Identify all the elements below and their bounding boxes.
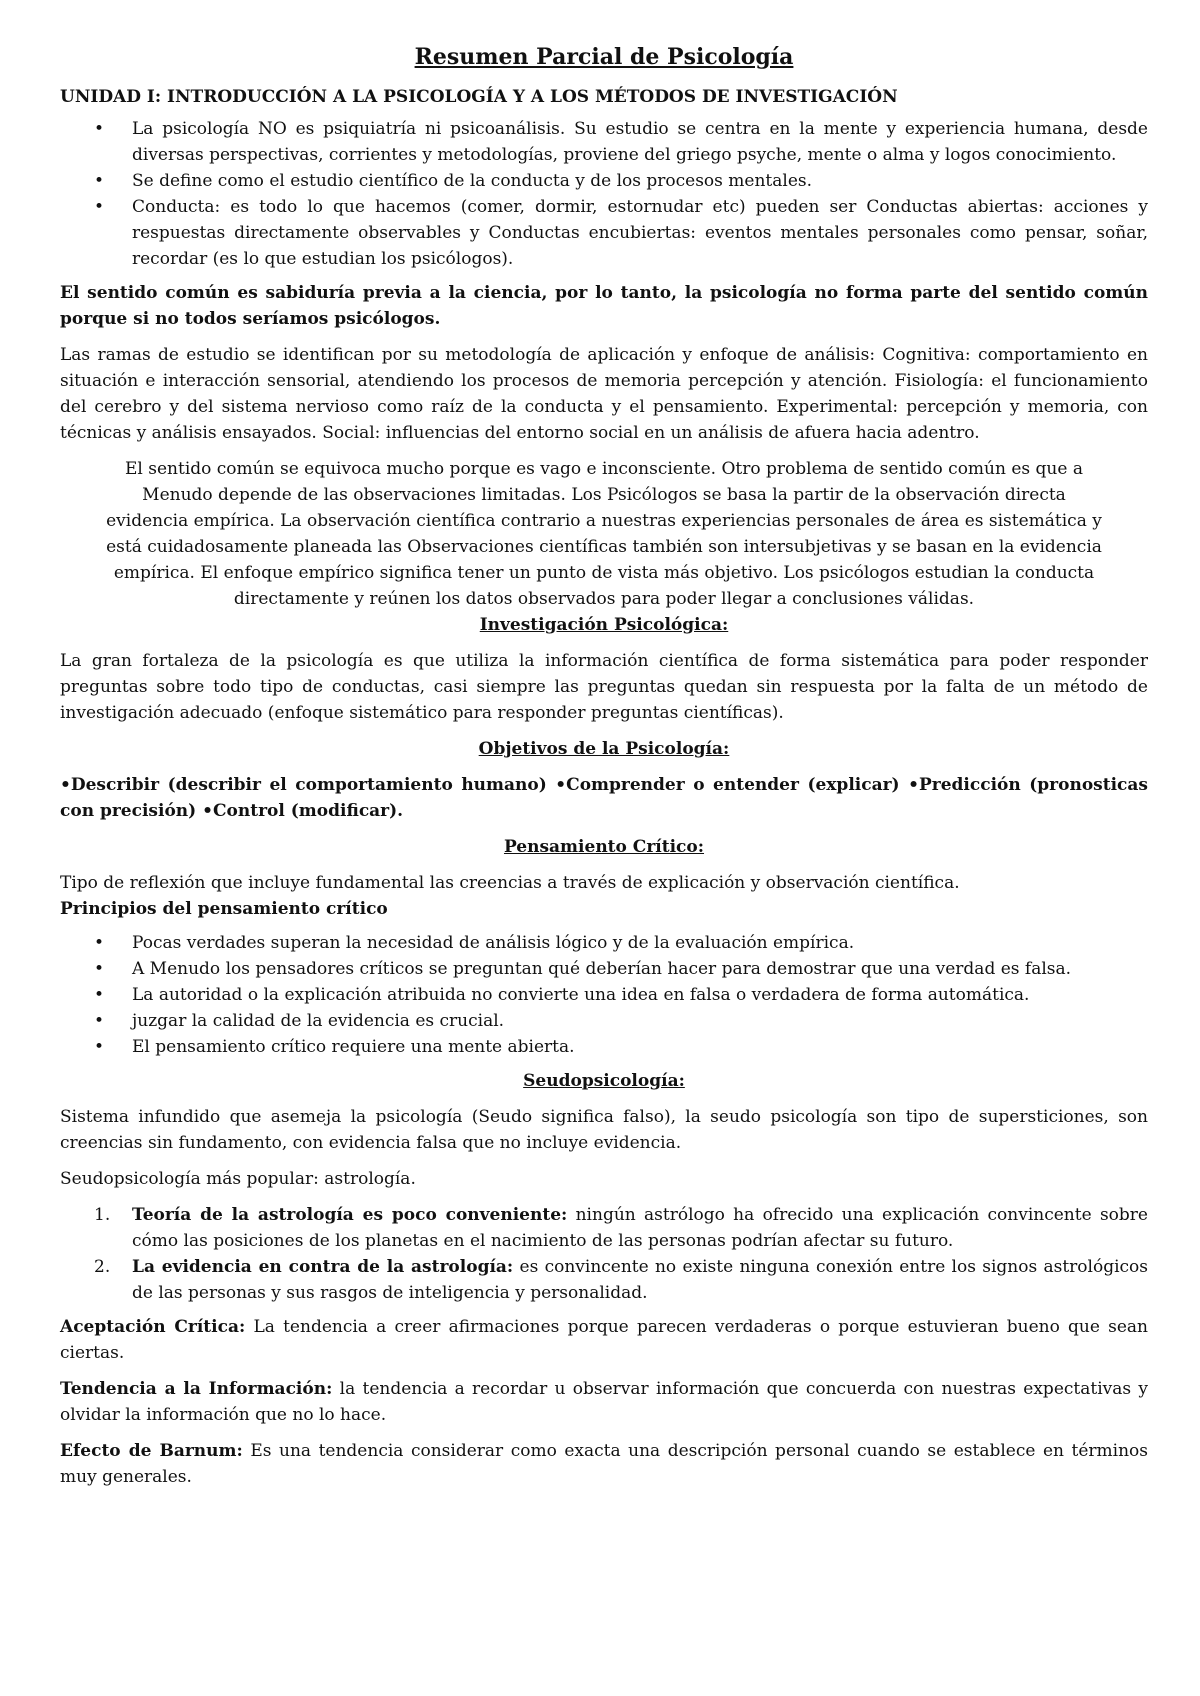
term-text: La tendencia a creer afirmaciones porque parecen verdaderas o porque estuvieran bueno que sean ciertas. (60, 1317, 1149, 1363)
term-lead: Tendencia a la Información: (60, 1379, 333, 1399)
list-item: • A Menudo los pensadores críticos se preguntan qué deberían hacer para demostrar que una verdad es falsa. (132, 956, 1148, 982)
list-item: • La autoridad o la explicación atribuida no convierte una idea en falsa o verdadera de forma automática. (132, 982, 1148, 1008)
investigacion-heading: Investigación Psicológica: (479, 615, 729, 635)
objetivos-paragraph: •Describir (describir el comportamiento humano) •Comprender o entender (explicar) •Predicción (pronosticas con precisión) •Control (modificar). (60, 775, 1148, 821)
list-item: • Se define como el estudio científico de la conducta y de los procesos mentales. (132, 168, 1148, 194)
efecto-barnum-paragraph (60, 1438, 1148, 1490)
objetivos-heading: Objetivos de la Psicología: (478, 739, 730, 759)
term-lead: Efecto de Barnum: (60, 1441, 243, 1461)
list-item: • El pensamiento crítico requiere una mente abierta. (132, 1034, 1148, 1060)
centered-line: El sentido común se equivoca mucho porque es vago e inconsciente. Otro problema de sentido común es que a (125, 459, 1083, 479)
document-title: Resumen Parcial de Psicología (414, 44, 794, 70)
tendencia-informacion-paragraph (60, 1376, 1148, 1428)
centered-line: evidencia empírica. La observación científica contrario a nuestras experiencias personales de área es sistemática y (106, 511, 1102, 531)
principios-title: Principios del pensamiento crítico (60, 899, 388, 919)
investigacion-paragraph: La gran fortaleza de la psicología es que utiliza la información científica de forma sistemática para poder responder preguntas sobre todo tipo de conductas, casi siempre las preguntas quedan sin respuesta por la falta de un método de investigación adecuado (enfoque sistemático para responder preguntas científicas). (60, 651, 1148, 723)
centered-line: empírica. El enfoque empírico significa tener un punto de vista más objetivo. Los psicólogos estudian la conducta (113, 563, 1095, 583)
list-item (94, 1254, 1148, 1306)
list-item: • juzgar la calidad de la evidencia es crucial. (132, 1008, 1148, 1034)
intro-bullet-list (60, 116, 1148, 272)
ramas-paragraph: Las ramas de estudio se identifican por su metodología de aplicación y enfoque de análisis: Cognitiva: comportamiento en situación e interacción sensorial, atendiendo los procesos de memoria percepción y atención. Fisiología: el funcionamiento del cerebro y del sistema nervioso como raíz de la conducta y el pensamiento. Experimental: percepción y memoria, con técnicas y análisis ensayados. Social: influencias del entorno social en un análisis de afuera hacia adentro. (60, 345, 1148, 443)
principios-bullet-list (60, 930, 1148, 1060)
unit-title: UNIDAD I: INTRODUCCIÓN A LA PSICOLOGÍA Y A LOS MÉTODOS DE INVESTIGACIÓN (60, 87, 898, 107)
term-text: Es una tendencia considerar como exacta una descripción personal cuando se establece en términos muy generales. (60, 1441, 1148, 1487)
sentido-comun-paragraph: El sentido común es sabiduría previa a la ciencia, por lo tanto, la psicología no forma parte del sentido común porque si no todos seríamos psicólogos. (60, 283, 1148, 329)
astrologia-numbered-list (60, 1202, 1148, 1306)
term-lead: Aceptación Crítica: (60, 1317, 246, 1337)
list-number: 2. (94, 1257, 111, 1277)
seudopsicologia-heading: Seudopsicología: (523, 1071, 685, 1091)
astrologia-intro: Seudopsicología más popular: astrología. (60, 1169, 416, 1189)
list-item: • La psicología NO es psiquiatría ni psicoanálisis. Su estudio se centra en la mente y experiencia humana, desde diversas perspectivas, corrientes y metodologías, proviene del griego psyche, mente o alma y logos conocimiento. (132, 116, 1148, 168)
pensamiento-heading: Pensamiento Crítico: (503, 837, 705, 857)
centered-line: directamente y reúnen los datos observados para poder llegar a conclusiones válidas. (233, 589, 975, 609)
list-item: • Conducta: es todo lo que hacemos (comer, dormir, estornudar etc) pueden ser Conductas abiertas: acciones y respuestas directamente observables y Conductas encubiertas: eventos mentales personales como pensar, soñar, recordar (es lo que estudian los psicólogos). (132, 194, 1148, 272)
aceptacion-critica-paragraph (60, 1314, 1148, 1366)
centered-line: Menudo depende de las observaciones limitadas. Los Psicólogos se basa la partir de la observación directa (142, 485, 1066, 505)
item-text: es convincente no existe ninguna conexión entre los signos astrológicos de las personas y sus rasgos de inteligencia y personalidad. (132, 1257, 1148, 1303)
list-item (94, 1202, 1148, 1254)
seudopsicologia-paragraph: Sistema infundido que asemeja la psicología (Seudo significa falso), la seudo psicología son tipo de supersticiones, son creencias sin fundamento, con evidencia falsa que no incluye evidencia. (60, 1107, 1148, 1153)
item-lead: Teoría de la astrología es poco conveniente: (132, 1205, 568, 1225)
item-lead: La evidencia en contra de la astrología: (132, 1257, 514, 1277)
centered-line: está cuidadosamente planeada las Observaciones científicas también son intersubjetivas y se basan en la evidencia (106, 537, 1102, 557)
sentido-comun-centered-block (60, 456, 1148, 612)
list-number: 1. (94, 1205, 111, 1225)
term-text: la tendencia a recordar u observar información que concuerda con nuestras expectativas y olvidar la información que no lo hace. (60, 1379, 1148, 1425)
list-item: • Pocas verdades superan la necesidad de análisis lógico y de la evaluación empírica. (132, 930, 1148, 956)
item-text: ningún astrólogo ha ofrecido una explicación convincente sobre cómo las posiciones de los planetas en el nacimiento de las personas podrían afectar su futuro. (132, 1205, 1148, 1251)
pensamiento-paragraph: Tipo de reflexión que incluye fundamental las creencias a través de explicación y observación científica. (60, 873, 960, 893)
